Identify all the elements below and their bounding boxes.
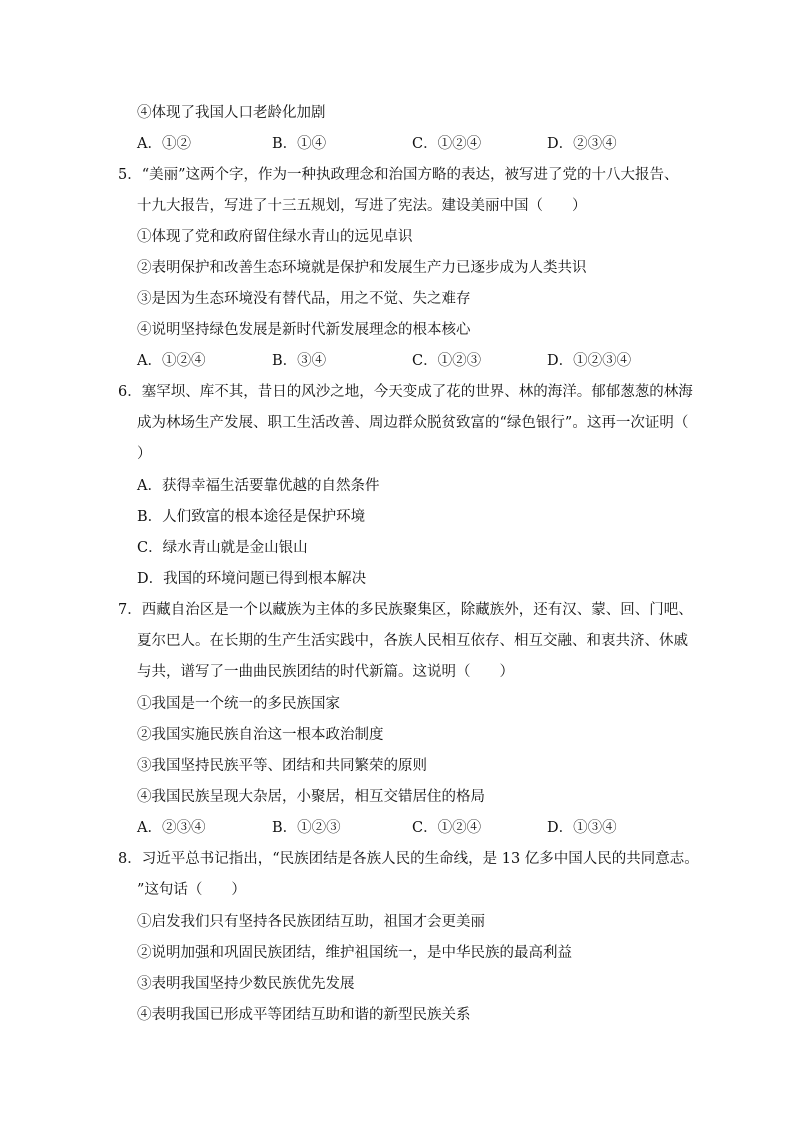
q6-choice-c: C．绿水青山就是金山银山 — [137, 540, 308, 556]
q4-option-a: A．①② — [137, 136, 191, 152]
q7-item-2: ②我国实施民族自治这一根本政治制度 — [137, 727, 384, 743]
q5-item-4: ④说明坚持绿色发展是新时代新发展理念的根本核心 — [137, 322, 471, 338]
q5-option-b: B．③④ — [272, 353, 327, 369]
q7-item-3: ③我国坚持民族平等、团结和共同繁荣的原则 — [137, 758, 427, 774]
q7-stem-line-3: 与共，谱写了一曲曲民族团结的时代新篇。这说明（ ） — [137, 664, 514, 680]
q6-choice-d: D．我国的环境问题已得到根本解决 — [137, 571, 367, 587]
q5-stem-line-2: 十九大报告，写进了十三五规划，写进了宪法。建设美丽中国（ ） — [137, 198, 587, 214]
q5-option-c: C．①②③ — [412, 353, 482, 369]
q7-item-1: ①我国是一个统一的多民族国家 — [137, 696, 340, 712]
q4-option-c: C．①②④ — [412, 136, 482, 152]
q6-stem-line-1: 6．塞罕坝、库不其，昔日的风沙之地，今天变成了花的世界、林的海洋。郁郁葱葱的林海 — [118, 384, 693, 400]
q7-item-4: ④我国民族呈现大杂居，小聚居，相互交错居住的格局 — [137, 789, 485, 805]
q5-item-3: ③是因为生态环境没有替代品，用之不觉、失之难存 — [137, 291, 471, 307]
q8-stem-line-1: 8．习近平总书记指出，“民族团结是各族人民的生命线，是 13 亿多中国人民的共同意志。 — [118, 851, 699, 867]
q6-choice-b: B．人们致富的根本途径是保护环境 — [137, 509, 366, 525]
q8-item-2: ②说明加强和巩固民族团结，维护祖国统一，是中华民族的最高利益 — [137, 945, 572, 961]
q5-option-d: D．①②③④ — [547, 353, 632, 369]
q5-item-1: ①体现了党和政府留住绿水青山的远见卓识 — [137, 229, 413, 245]
q7-option-c: C．①②④ — [412, 820, 482, 836]
q6-choice-a: A．获得幸福生活要靠优越的自然条件 — [137, 478, 380, 494]
q8-stem-line-2: ”这句话（ ） — [137, 882, 246, 898]
q8-item-4: ④表明我国已形成平等团结互助和谐的新型民族关系 — [137, 1007, 471, 1023]
q5-option-a: A．①②④ — [137, 353, 206, 369]
q5-item-2: ②表明保护和改善生态环境就是保护和发展生产力已逐步成为人类共识 — [137, 260, 587, 276]
q6-stem-line-2: 成为林场生产发展、职工生活改善、周边群众脱贫致富的“绿色银行”。这再一次证明（ — [137, 415, 689, 431]
q7-option-d: D．①③④ — [547, 820, 617, 836]
q6-stem-line-3: ） — [137, 446, 152, 462]
q8-item-3: ③表明我国坚持少数民族优先发展 — [137, 976, 355, 992]
q7-option-b: B．①②③ — [272, 820, 341, 836]
q7-stem-line-2: 夏尔巴人。在长期的生产生活实践中，各族人民相互依存、相互交融、和衷共济、休戚 — [137, 633, 688, 649]
q8-item-1: ①启发我们只有坚持各民族团结互助，祖国才会更美丽 — [137, 914, 485, 930]
q4-option-d: D．②③④ — [547, 136, 617, 152]
q4-item-4: ④体现了我国人口老龄化加剧 — [137, 105, 326, 121]
q7-option-a: A．②③④ — [137, 820, 206, 836]
q7-stem-line-1: 7．西藏自治区是一个以藏族为主体的多民族聚集区，除藏族外，还有汉、蒙、回、门吧、 — [118, 602, 693, 618]
q4-option-b: B．①④ — [272, 136, 327, 152]
q5-stem-line-1: 5．“美丽”这两个字，作为一种执政理念和治国方略的表达，被写进了党的十八大报告、 — [118, 167, 679, 183]
